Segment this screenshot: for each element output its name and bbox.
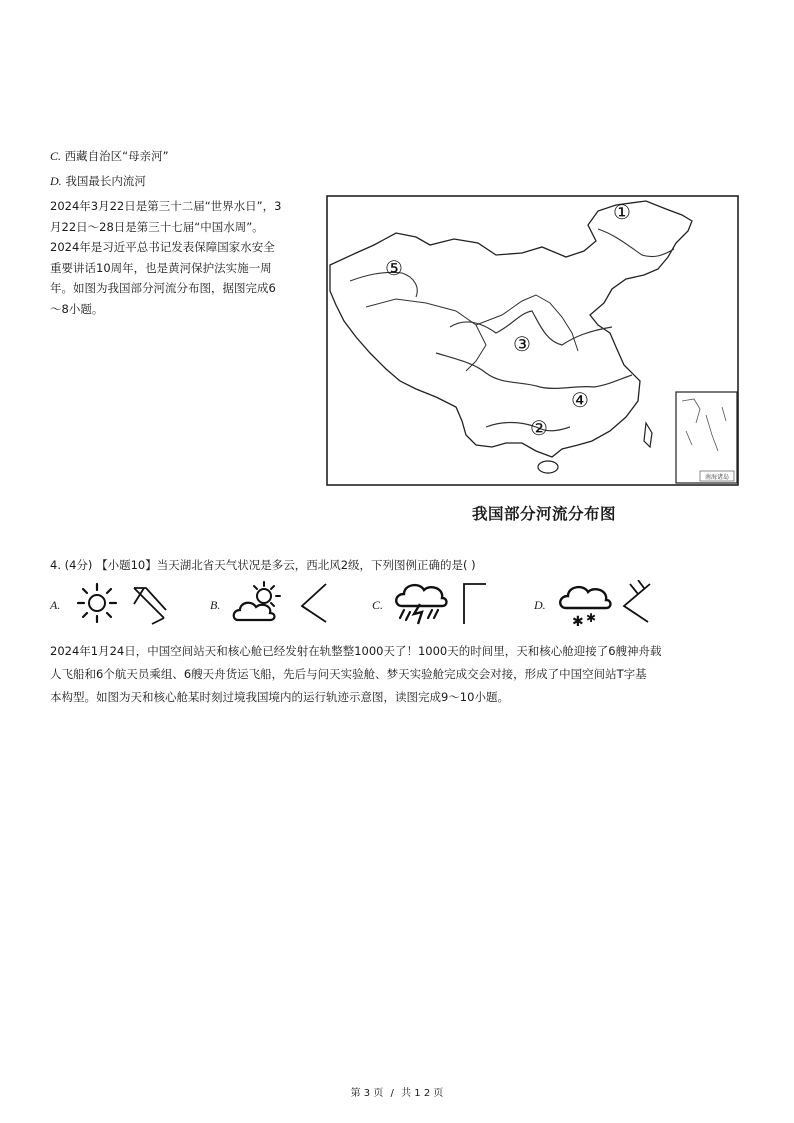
space-line: 人飞船和6个航天员乘组、6艘天舟货运飞船，先后与问天实验舱、梦天实验舱完成交会对接，形成了中国空间站T字基 bbox=[50, 667, 647, 681]
wind-symbol bbox=[618, 580, 658, 626]
question-4-stem: 4. (4分) 【小题10】当天湖北省天气状况是多云，西北风2级，下列图例正确的是( ) bbox=[50, 558, 476, 572]
svg-text:✱: ✱ bbox=[572, 614, 584, 630]
map-label-4: ④ bbox=[571, 388, 589, 412]
option-letter: A. bbox=[50, 598, 61, 612]
map-label-2: ② bbox=[530, 416, 548, 440]
intro-line: ～8小题。 bbox=[50, 301, 104, 316]
map-label-3: ③ bbox=[513, 332, 531, 356]
wind-symbol bbox=[458, 580, 492, 626]
question-4-option-b[interactable] bbox=[210, 580, 360, 626]
intro-line: 年。如图为我国部分河流分布图，据图完成6 bbox=[50, 281, 276, 295]
intro-paragraph bbox=[50, 196, 312, 319]
intro-line: 2024年是习近平总书记发表保障国家水安全 bbox=[50, 240, 275, 254]
inset-frame bbox=[676, 392, 737, 483]
option-c bbox=[50, 148, 169, 164]
svg-text:✱: ✱ bbox=[586, 611, 597, 625]
wind-symbol bbox=[130, 580, 170, 626]
cloudy-sun-icon bbox=[230, 580, 286, 626]
snow-icon bbox=[556, 580, 614, 630]
wind-symbol bbox=[296, 580, 336, 626]
china-river-map bbox=[326, 195, 739, 486]
option-d bbox=[50, 173, 146, 189]
map-label-1: ① bbox=[613, 200, 631, 224]
space-line: 2024年1月24日，中国空间站天和核心舱已经发射在轨整整1000天了！1000天的时间里，天和核心舱迎接了6艘神舟载 bbox=[50, 644, 662, 658]
map-label-5: ⑤ bbox=[385, 256, 403, 280]
space-line: 本构型。如图为天和核心舱某时刻过境我国境内的运行轨迹示意图，读图完成9～10小题。 bbox=[50, 690, 509, 704]
page-footer bbox=[0, 1084, 794, 1099]
thunderstorm-icon bbox=[392, 580, 450, 626]
question-4-option-a[interactable] bbox=[50, 580, 200, 626]
option-text: 我国最长内流河 bbox=[65, 174, 146, 188]
intro-line: 2024年3月22日是第三十二届“世界水日”，3 bbox=[50, 199, 282, 213]
intro-line: 月22日～28日是第三十七届“中国水周”。 bbox=[50, 219, 264, 234]
intro-line: 重要讲话10周年，也是黄河保护法实施一周 bbox=[50, 260, 272, 275]
space-station-paragraph bbox=[50, 640, 750, 709]
sunny-icon bbox=[74, 580, 120, 626]
option-letter: D. bbox=[534, 598, 546, 612]
question-4-option-d[interactable] bbox=[534, 580, 684, 630]
page-number: 第 3 页 bbox=[350, 1088, 384, 1099]
question-4-option-c[interactable] bbox=[372, 580, 522, 626]
option-text: 西藏自治区“母亲河” bbox=[64, 149, 169, 163]
option-letter: B. bbox=[210, 598, 221, 612]
inset-label: 南海诸岛 bbox=[704, 474, 730, 481]
option-letter: D. bbox=[50, 174, 62, 188]
map-caption: 我国部分河流分布图 bbox=[472, 504, 617, 523]
option-letter: C. bbox=[50, 149, 62, 163]
option-letter: C. bbox=[372, 598, 384, 612]
page-separator: / bbox=[390, 1088, 394, 1099]
page-total: 共 1 2 页 bbox=[401, 1088, 444, 1099]
river-map bbox=[326, 195, 739, 486]
